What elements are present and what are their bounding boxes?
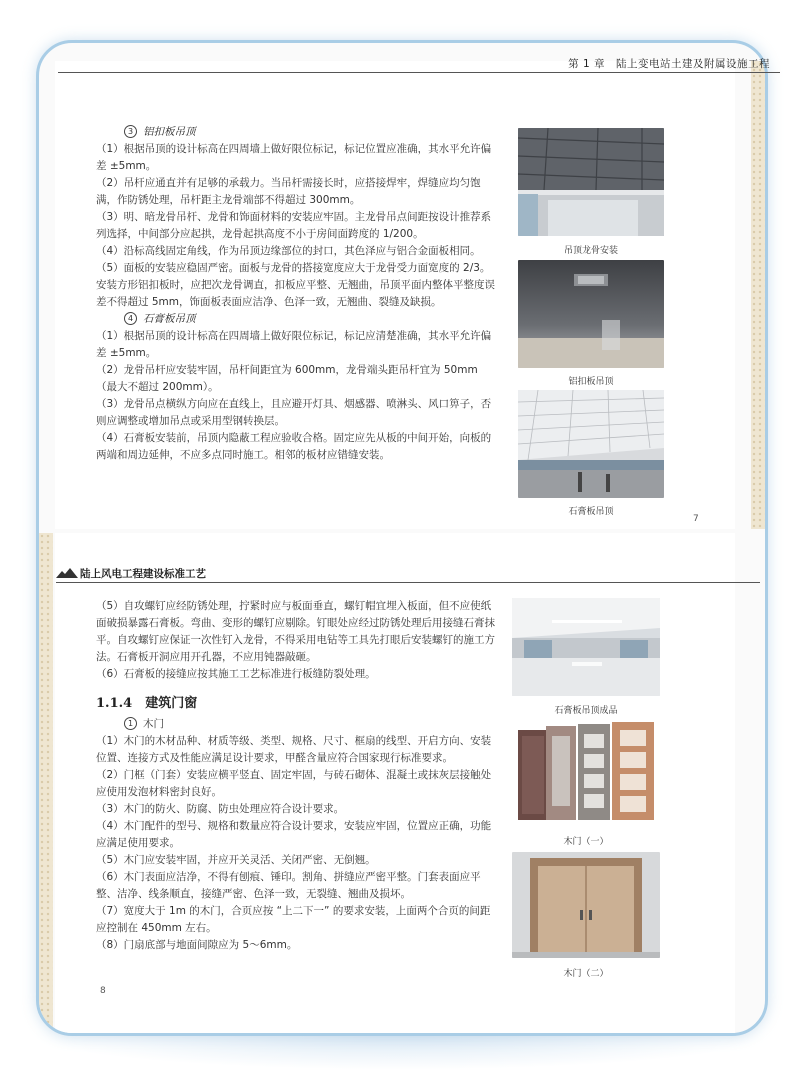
paragraph: （6）木门表面应洁净，不得有刨痕、锤印。割角、拼缝应严密平整。门套表面应平整、洁净、线条顺直，接缝严密、色泽一致，无裂缝、翘曲及损坏。 <box>96 871 481 900</box>
photo-gypsum-ceiling-finished <box>512 598 660 696</box>
running-head-top: 第 1 章 陆上变电站土建及附属设施工程 <box>568 58 770 70</box>
page-number-top: 7 <box>693 514 699 524</box>
photo-aluminum-ceiling <box>518 260 664 368</box>
paragraph: （4）沿标高线固定角线，作为吊顶边缘部位的封口，其色泽应与铝合金面板相同。 <box>96 245 481 257</box>
paragraph: （4）木门配件的型号、规格和数量应符合设计要求，安装应牢固，位置应正确，功能应满足使用要求。 <box>96 820 492 849</box>
paragraph: （5）面板的安装应稳固严密。面板与龙骨的搭接宽度应大于龙骨受力面宽度的 2/3。安装方形铝扣板时，应把次龙骨调直，扣板应平整、无翘曲，吊顶平面内整体平整度误差不得超过 5mm，饰面板表面应洁净、色泽一致，无翘曲、裂缝及缺损。 <box>96 262 495 308</box>
paragraph: （3）明、暗龙骨吊杆、龙骨和饰面材料的安装应牢固。主龙骨吊点间距按设计推荐系列选择，中间部分应起拱，龙骨起拱高度不小于房间面跨度的 1/200。 <box>96 211 492 240</box>
paragraph: （2）吊杆应通直并有足够的承载力。当吊杆需接长时，应搭接焊牢，焊缝应均匀饱满，作防锈处理，吊杆距主龙骨端部不得超过 300mm。 <box>96 177 481 206</box>
paragraph: （5）自攻螺钉应经防锈处理，拧紧时应与板面垂直，螺钉帽宜埋入板面，但不应使纸面破损暴露石膏板。弯曲、变形的螺钉应剔除。钉眼处应经过防锈处理后用接缝石膏抹平。自攻螺钉应保证一次性钉入龙骨，不得采用电钻等工具先打眼后安装螺钉的施工方法。石膏板开洞应用开孔器，不应用钝器敲砸。 <box>96 600 495 663</box>
page-number-bottom: 8 <box>100 986 106 996</box>
paragraph: （7）宽度大于 1m 的木门，合页应按 “上二下一” 的要求安装，上面两个合页的间距应控制在 450mm 左右。 <box>96 905 491 934</box>
paragraph: （3）木门的防火、防腐、防虫处理应符合设计要求。 <box>96 803 345 815</box>
subheading-wooden-door: 1 木门 <box>96 716 496 733</box>
paragraph: （8）门扇底部与地面间隙应为 5～6mm。 <box>96 939 298 951</box>
paragraph: （1）根据吊顶的设计标高在四周墙上做好限位标记，标记位置应准确，其水平允许偏差 ±5mm。 <box>96 143 492 172</box>
mountain-logo-icon <box>56 568 78 581</box>
page-edge-right <box>751 61 765 529</box>
paragraph: （2）龙骨吊杆应安装牢固，吊杆间距宜为 600mm，龙骨端头距吊杆宜为 50mm（最大不超过 200mm）。 <box>96 364 478 393</box>
bottom-text-column-b <box>96 716 496 954</box>
header-rule-top <box>58 72 780 73</box>
photo-gypsum-ceiling <box>518 390 664 498</box>
page-edge-left <box>39 533 53 1033</box>
figure-caption: 木门（一） <box>563 837 609 847</box>
figure-caption: 石膏板吊顶 <box>568 507 614 517</box>
header-rule-bottom <box>56 582 760 583</box>
photo-wooden-doors-1 <box>512 720 660 824</box>
circled-number: 4 <box>124 312 137 325</box>
paragraph: （3）龙骨吊点横纵方向应在直线上，且应避开灯具、烟感器、喷淋头、风口箅子，否则应调整或增加吊点或采用型钢转换层。 <box>96 398 492 427</box>
top-text-column <box>96 124 496 464</box>
subheading-aluminum-ceiling: 3 铝扣板吊顶 <box>96 124 496 141</box>
subheading-gypsum-ceiling: 4 石膏板吊顶 <box>96 311 496 328</box>
bottom-text-column-a <box>96 598 496 683</box>
circled-number: 1 <box>124 717 137 730</box>
running-head-bottom: 陆上风电工程建设标准工艺 <box>56 566 206 581</box>
paragraph: （1）木门的木材品种、材质等级、类型、规格、尺寸、框扇的线型、开启方向、安装位置、连接方式及性能应满足设计要求，甲醛含量应符合国家现行标准要求。 <box>96 735 492 764</box>
paragraph: （6）石膏板的接缝应按其施工工艺标准进行板缝防裂处理。 <box>96 668 376 680</box>
figure-caption: 木门（二） <box>563 969 609 979</box>
section-title: 1.1.4 建筑门窗 <box>96 696 198 711</box>
circled-number: 3 <box>124 125 137 138</box>
figure-caption: 铝扣板吊顶 <box>568 377 614 387</box>
figure-caption: 吊顶龙骨安装 <box>563 246 618 256</box>
paragraph: （1）根据吊顶的设计标高在四周墙上做好限位标记，标记应清楚准确，其水平允许偏差 ±5mm。 <box>96 330 492 359</box>
paragraph: （4）石膏板安装前，吊顶内隐蔽工程应验收合格。固定应先从板的中间开始，向板的两端和周边延伸，不应多点同时施工。相邻的板材应错缝安装。 <box>96 432 492 461</box>
figure-caption: 石膏板吊顶成品 <box>554 706 618 716</box>
paragraph: （5）木门应安装牢固，并应开关灵活、关闭严密、无倒翘。 <box>96 854 376 866</box>
photo-ceiling-joist-install <box>518 128 664 236</box>
photo-wooden-doors-2 <box>512 852 660 958</box>
paragraph: （2）门框（门套）安装应横平竖直、固定牢固，与砖石砌体、混凝土或抹灰层接触处应使用发泡材料密封良好。 <box>96 769 492 798</box>
